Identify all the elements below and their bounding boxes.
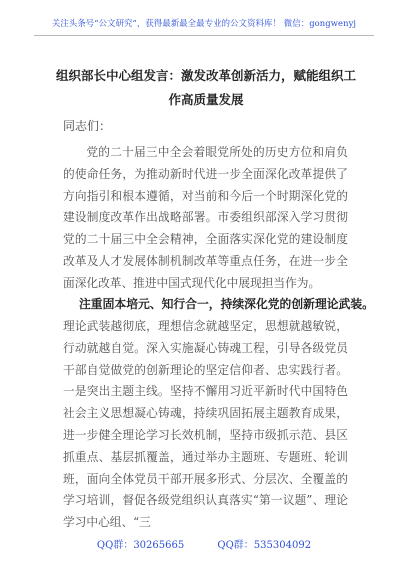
header-promo-banner: 关注头条号“公文研究”，获得最新最全最专业的公文资料库！ 微信：gongwenyj	[51, 18, 357, 28]
salutation: 同志们：	[63, 119, 112, 133]
body-paragraph-intro: 党的二十届三中全会着眼党所处的历史方位和肩负的使命任务，为推动新时代进一步全面深化改革提供了方向指引和根本遵循，对当前和今后一个时期深化党的建设制度改革作出战略部署。市委组织部深入学习贯彻党的二十届三中全会精神，全面落实深化党的建设制度改革及人才发展体制机制改革等重点任务，在进一步全面深化改革、推进中国式现代化中展现担当作为。	[63, 145, 348, 290]
section-heading: 注重固本培元、知行合一，持续深化党的创新理论武装。	[79, 297, 374, 311]
footer-qq-banner	[0, 536, 408, 551]
body-paragraph-theory: 理论武装越彻底，理想信念就越坚定，思想就越敏锐，行动就越自觉。深入实施凝心铸魂工程，引导各级党员干部自觉做党的创新理论的坚定信仰者、忠实践行者。一是突出主题主线。坚持不懈用习近平新时代中国特色社会主义思想凝心铸魂，持续巩固拓展主题教育成果，进一步健全理论学习长效机制，坚持市级抓示范、县区抓重点、基层抓覆盖，通过举办主题班、专题班、轮训班，面向全体党员干部开展多形式、分层次、全覆盖的学习培训，督促各级党组织认真落实“第一议题”、理论学习中心组、“三	[63, 319, 348, 530]
document-title: 组织部长中心组发言：激发改革创新活力，赋能组织工作高质量发展	[55, 68, 356, 107]
header-divider	[34, 35, 374, 36]
footer-qq-group-1: QQ群：30265665	[96, 540, 185, 551]
footer-qq-group-2: QQ群：535304092	[217, 540, 312, 551]
